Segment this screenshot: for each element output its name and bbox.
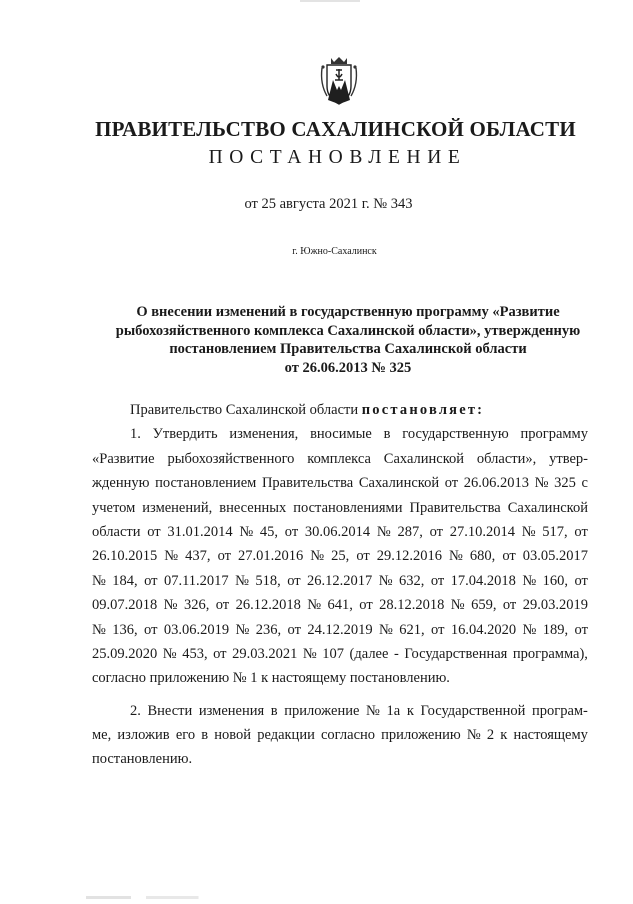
document-title — [80, 303, 616, 377]
government-name: ПРАВИТЕЛЬСТВО САХАЛИНСКОЙ ОБЛАСТИ — [95, 117, 576, 141]
paragraph-line: согласно приложению № 1 к настоящему постановлению. — [92, 670, 450, 687]
paragraph-line: «Развитие рыбохозяйственного комплекса Сахалинской области», утвер- — [92, 450, 588, 467]
preamble — [92, 398, 588, 422]
paragraph-line: 1. Утвердить изменения, вносимые в государственную программу — [130, 426, 588, 443]
scan-artifact — [300, 0, 360, 2]
paragraph-line: 25.09.2020 № 453, от 29.03.2021 № 107 (далее - Государственная программа), — [92, 645, 588, 662]
paragraph-line: № 184, от 07.11.2017 № 518, от 26.12.2017 № 632, от 17.04.2018 № 160, от — [92, 572, 588, 589]
coat-of-arms-icon — [318, 56, 360, 106]
paragraph-line: учетом изменений, внесенных постановлениями Правительства Сахалинской — [92, 499, 588, 516]
title-line: постановлением Правительства Сахалинской области — [169, 341, 527, 357]
title-line: рыбохозяйственного комплекса Сахалинской области», утвержденную — [115, 322, 581, 339]
paragraph-line: № 136, от 03.06.2019 № 236, от 24.12.2019 № 621, от 16.04.2020 № 189, от — [92, 621, 588, 638]
issuing-city: г. Южно-Сахалинск — [292, 246, 377, 257]
scan-artifact — [86, 896, 236, 899]
paragraph-line: жденную постановлением Правительства Сахалинской от 26.06.2013 № 325 с — [92, 475, 588, 492]
document-date-number: от 25 августа 2021 г. № 343 — [244, 196, 413, 212]
paragraph-line: 09.07.2018 № 326, от 26.12.2018 № 641, от 28.12.2018 № 659, от 29.03.2019 — [92, 597, 588, 614]
title-line: от 26.06.2013 № 325 — [284, 359, 412, 376]
paragraph-line: 2. Внести изменения в приложение № 1а к Государственной програм- — [130, 702, 588, 719]
preamble-text: Правительство Сахалинской области — [130, 402, 359, 418]
document-type: ПОСТАНОВЛЕНИЕ — [208, 147, 467, 168]
paragraph-line: ме, изложив его в новой редакции согласно приложению № 2 к настоящему — [92, 727, 588, 744]
preamble-action: постановляет: — [361, 402, 485, 418]
title-line: О внесении изменений в государственную программу «Развитие — [136, 304, 560, 320]
paragraph-line: области от 31.01.2014 № 45, от 30.06.2014 № 287, от 27.10.2014 № 517, от — [92, 523, 588, 540]
document-body — [92, 398, 588, 772]
paragraph-line: постановлению. — [92, 751, 193, 768]
paragraph-line: 26.10.2015 № 437, от 27.01.2016 № 25, от 29.12.2016 № 680, от 03.05.2017 — [92, 548, 588, 565]
